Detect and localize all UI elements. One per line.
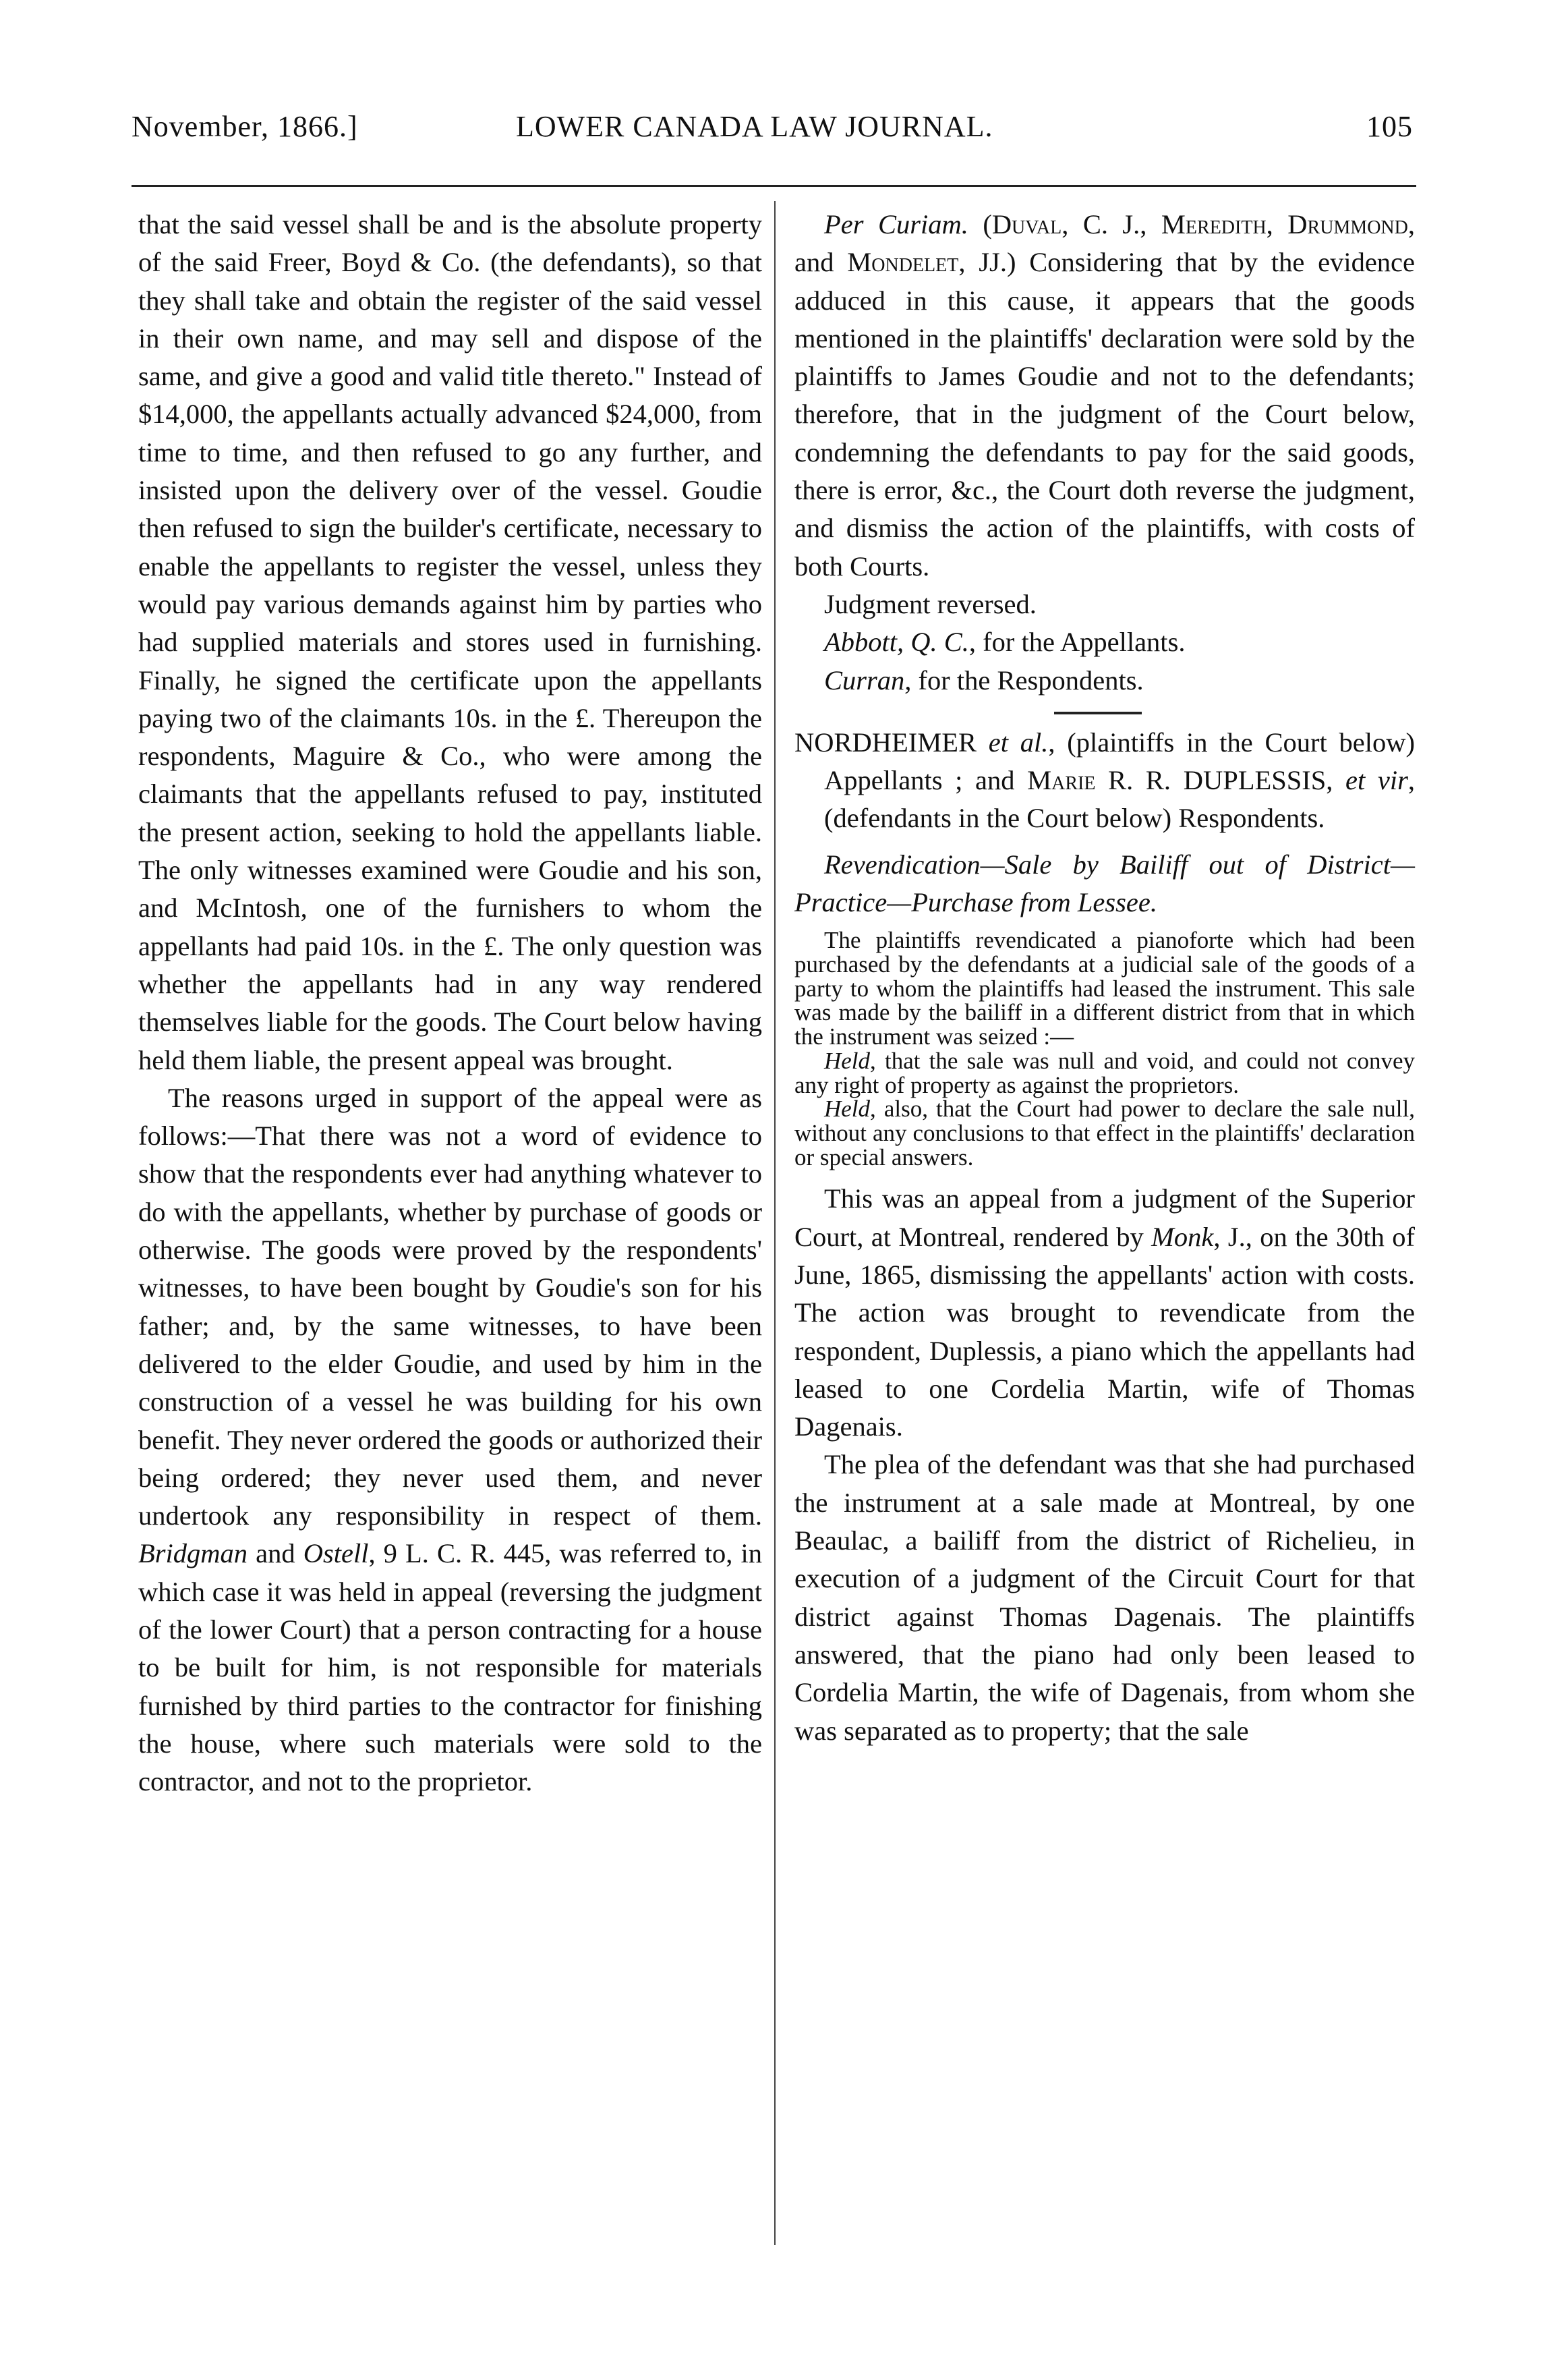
judgment-reversed: Judgment reversed. bbox=[824, 588, 1037, 619]
paragraph-facts: that the said vessel shall be and is the absolute property of the said Freer, Boyd & Co. (the defendants), so that they shall take and obtain the register of the said vessel in their own name, and may sell and dispose of the same, and give a good and valid title thereto." Instead of $14,000, the appellants actually advanced $24,000, from time to time, and then refused to go any further, and insisted upon the delivery over of the vessel. Goudie then refused to sign the builder's certificate, necessary to enable the appellants to register the vessel, unless they would pay various demands against him by parties who had supplied materials and stores used in furnishing. Finally, he signed the certificate upon the appellants paying two of the claimants 10s. in the £. Thereupon the respondents, Maguire & Co., who were among the claimants that the appellants refused to pay, instituted the present action, seeking to hold the appellants liable. The only witnesses examined were Goudie and his son, and McIntosh, one of the furnishers to whom the appellants had paid 10s. in the £. The only question was whether the appellants had in any way rendered themselves liable for the goods. The Court below having held them liable, the present appeal was brought. bbox=[138, 209, 762, 1075]
journal-title: LOWER CANADA LAW JOURNAL. bbox=[516, 110, 993, 143]
held-1: Held, that the sale was null and void, and could not convey any right of property as against the proprietors. bbox=[794, 1047, 1415, 1098]
paragraph-plea: The plea of the defendant was that she had purchased the instrument at a sale made at Montreal, by one Beaulac, a bailiff from the district of Richelieu, in execution of a judgment of the Circuit Court for that district against Thomas Dagenais. The plaintiffs answered, that the piano had only been leased to Cordelia Martin, the wife of Dagenais, from whom she was separated as to property; that the sale bbox=[794, 1449, 1415, 1746]
case-citation: Bridgman bbox=[138, 1538, 248, 1569]
header-rule bbox=[132, 185, 1416, 187]
running-header bbox=[132, 109, 1413, 150]
right-column bbox=[794, 206, 1415, 1750]
paragraph-appeal: This was an appeal from a judgment of the Superior Court, at Montreal, rendered by Monk, J., on the 30th of June, 1865, dismissing the appellants' action with costs. The action was brought to revendicate from the respondent, Duplessis, a piano which the appellants had leased to one Cordelia Martin, wife of Thomas Dagenais. bbox=[794, 1183, 1416, 1442]
per-curiam-paragraph: Per Curiam. (Duval, C. J., Meredith, Drummond, and Mondelet, JJ.) Considering that by the evidence adduced in this cause, it appears that the goods mentioned in the plaintiffs' declaration were sold by the plaintiffs to James Goudie and not to the defendants; therefore, that in the judgment of the Court below, condemning the defendants to pay for the said goods, there is error, &c., the Court doth reverse the judgment, and dismiss the action of the plaintiffs, with costs of both Courts. bbox=[794, 209, 1416, 582]
catchwords: Revendication—Sale by Bailiff out of District—Practice—Purchase from Lessee. bbox=[794, 849, 1415, 918]
case-citation-2: Ostell bbox=[303, 1538, 369, 1569]
section-rule bbox=[1054, 712, 1142, 714]
case-title: NORDHEIMER et al., (plaintiffs in the Court below) Appellants ; and Marie R. R. DUPLESSIS, et vir, (defendants in the Court below) Respondents. bbox=[794, 727, 1416, 834]
counsel-respondents: Curran, for the Respondents. bbox=[824, 664, 1144, 696]
header-date: November, 1866.] bbox=[132, 110, 358, 143]
page-number: 105 bbox=[1366, 110, 1413, 143]
column-divider bbox=[774, 201, 776, 2245]
headnote: The plaintiffs revendicated a pianoforte which had been purchased by the defendants at a judicial sale of the goods of a party to whom the plaintiffs had leased the instrument. This sale was made by the bailiff in a different district from that in which the instrument was seized :— bbox=[794, 927, 1415, 1050]
left-column bbox=[138, 206, 762, 1801]
held-2: Held, also, that the Court had power to declare the sale null, without any conclusions to that effect in the plaintiffs' declaration or special answers. bbox=[794, 1096, 1415, 1170]
counsel-appellants: Abbott, Q. C., for the Appellants. bbox=[824, 627, 1186, 658]
paragraph-reasons: The reasons urged in support of the appeal were as follows:—That there was not a word of evidence to show that the respondents ever had anything whatever to do with the appellants, whether by purchase of goods or otherwise. The goods were proved by the respondents' witnesses, to have been bought by Goudie's son for his father; and, by the same witnesses, to have been delivered to the elder Goudie, and used by him in the construction of a vessel he was building for his own benefit. They never ordered the goods or authorized their being ordered; they never used them, and never undertook any responsibility in respect of them. Bridgman and Ostell, 9 L. C. R. 445, was referred to, in which case it was held in appeal (reversing the judgment of the lower Court) that a person contracting for a house to be built for him, is not responsible for materials furnished by third parties to the contractor for finishing the house, where such materials were sold to the contractor, and not to the proprietor. bbox=[138, 1082, 763, 1797]
